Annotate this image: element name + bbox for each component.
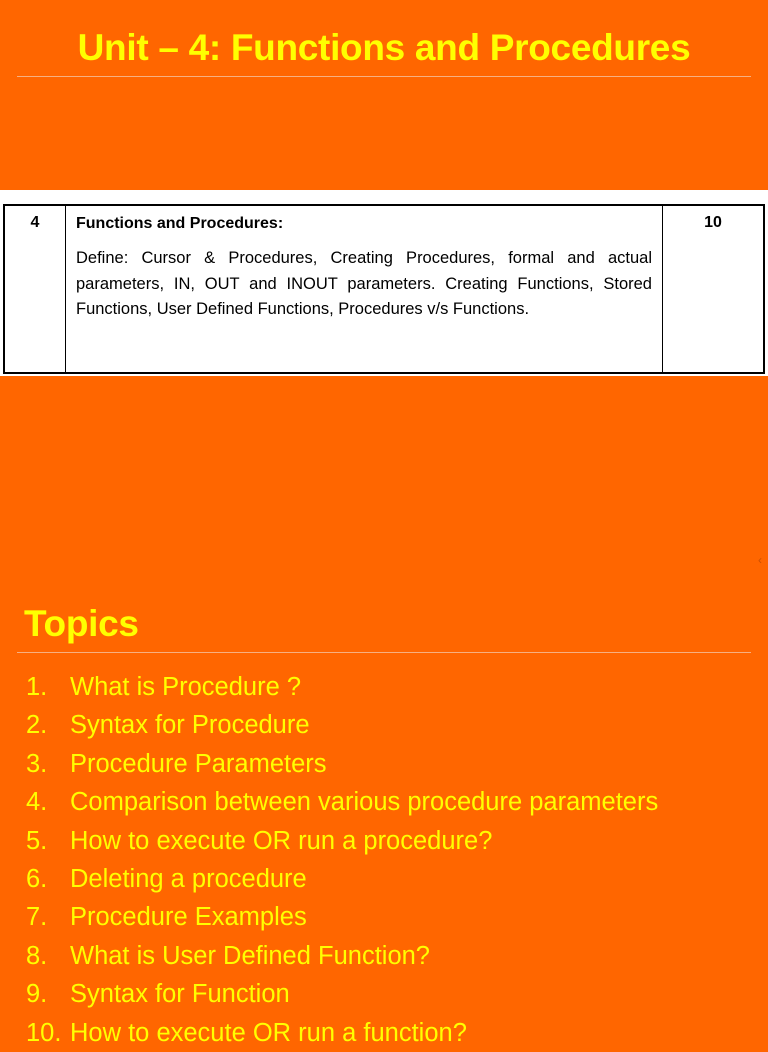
list-item bbox=[26, 975, 658, 1013]
list-item bbox=[26, 745, 658, 783]
list-item bbox=[26, 860, 658, 898]
list-item-number: 9. bbox=[26, 980, 48, 1009]
list-item-text: What is Procedure ? bbox=[70, 673, 302, 701]
list-item bbox=[26, 1014, 658, 1052]
list-item bbox=[26, 937, 658, 975]
list-item-number: 4. bbox=[26, 788, 48, 817]
list-item bbox=[26, 706, 658, 744]
slide-title: Unit – 4: Functions and Procedures bbox=[77, 27, 691, 68]
list-item bbox=[26, 898, 658, 936]
list-item-text: What is User Defined Function? bbox=[70, 941, 430, 970]
unit-hours-cell: 10 bbox=[663, 205, 765, 373]
unit-heading: Functions and Procedures: bbox=[76, 215, 284, 232]
list-item bbox=[26, 668, 658, 706]
unit-number-cell: 4 bbox=[4, 205, 66, 373]
list-item-text: Procedure Examples bbox=[70, 903, 307, 932]
title-divider bbox=[17, 76, 751, 77]
unit-description: Define: Cursor & Procedures, Creating Procedures, formal and actual parameters, IN, OUT and INOUT parameters. Creating Functions, Stored Functions, User Defined Functions, Procedures v/s Functions. bbox=[76, 249, 652, 318]
slide-edge-mark: ‹ bbox=[758, 553, 762, 567]
list-item-text: How to execute OR run a function? bbox=[70, 1018, 467, 1047]
list-item-number: 8. bbox=[26, 941, 48, 970]
syllabus-table-image bbox=[0, 190, 768, 376]
slide-title: Topics bbox=[24, 603, 139, 644]
list-item bbox=[26, 783, 658, 821]
list-item-text: Comparison between various procedure parameters bbox=[70, 788, 659, 817]
list-item-number: 10. bbox=[26, 1018, 62, 1047]
list-item-number: 7. bbox=[26, 903, 48, 932]
list-item-number: 6. bbox=[26, 865, 48, 894]
list-item-number: 3. bbox=[26, 749, 48, 778]
unit-description-cell bbox=[66, 205, 663, 373]
list-item-text: How to execute OR run a procedure? bbox=[70, 826, 493, 855]
topics-list bbox=[26, 668, 658, 1052]
title-divider bbox=[17, 652, 751, 653]
list-item-text: Syntax for Function bbox=[70, 980, 290, 1009]
list-item-number: 5. bbox=[26, 826, 48, 855]
list-item-text: Syntax for Procedure bbox=[70, 711, 310, 740]
list-item-number: 2. bbox=[26, 711, 48, 740]
list-item-text: Procedure Parameters bbox=[70, 749, 327, 778]
syllabus-table bbox=[3, 204, 765, 374]
slide-topics bbox=[0, 582, 768, 1047]
list-item bbox=[26, 822, 658, 860]
table-row bbox=[4, 205, 764, 373]
table-top-strip bbox=[0, 190, 768, 204]
list-item-number: 1. bbox=[26, 673, 48, 701]
list-item-text: Deleting a procedure bbox=[70, 865, 307, 894]
